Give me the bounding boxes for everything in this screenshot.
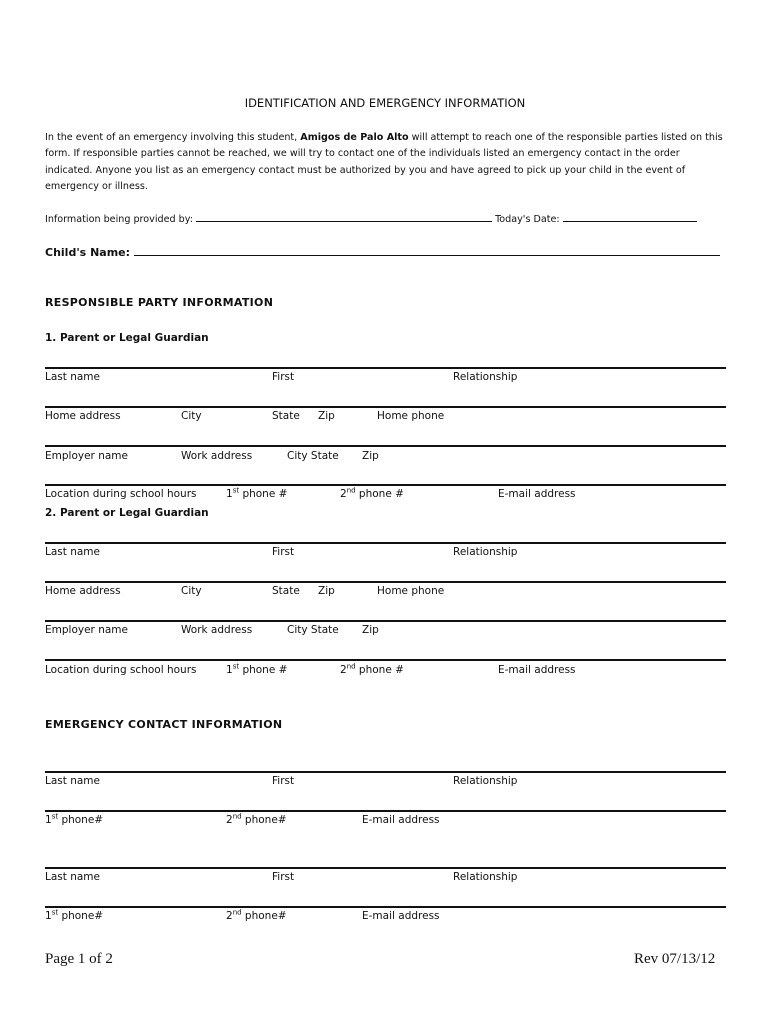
p1-rule-2 bbox=[45, 406, 726, 408]
p2-rule-3 bbox=[45, 620, 726, 622]
p1-phone-2-label: 2nd phone # bbox=[340, 486, 404, 500]
p1-phone-1-label: 1st phone # bbox=[226, 486, 288, 500]
p2-rule-2 bbox=[45, 581, 726, 583]
page-title: IDENTIFICATION AND EMERGENCY INFORMATION bbox=[244, 96, 526, 110]
provided-by-row bbox=[45, 212, 697, 225]
p1-zip-label: Zip bbox=[318, 410, 335, 422]
page-number: Page 1 of 2 bbox=[45, 951, 113, 967]
p1-employer-label: Employer name bbox=[45, 450, 128, 462]
ec2-phone-1-label: 1st phone# bbox=[45, 908, 104, 922]
p1-email-label: E-mail address bbox=[498, 488, 576, 500]
child-name-row bbox=[45, 245, 720, 259]
org-name: Amigos de Palo Alto bbox=[300, 132, 409, 143]
ec2-email-label: E-mail address bbox=[362, 910, 440, 922]
ec2-relationship-label: Relationship bbox=[453, 871, 518, 883]
p2-first-label: First bbox=[272, 546, 295, 558]
p1-rule-1 bbox=[45, 367, 726, 369]
p1-work-address-label: Work address bbox=[181, 450, 253, 462]
intro-paragraph bbox=[45, 130, 730, 195]
todays-date-label: Today's Date: bbox=[495, 214, 560, 225]
parent-2-heading: 2. Parent or Legal Guardian bbox=[45, 507, 209, 519]
p1-work-city-state-label: City State bbox=[287, 450, 339, 462]
todays-date-field[interactable] bbox=[563, 212, 697, 222]
intro-before: In the event of an emergency involving this student, bbox=[45, 132, 301, 143]
p2-phone-2-label: 2nd phone # bbox=[340, 662, 404, 676]
responsible-party-heading: RESPONSIBLE PARTY INFORMATION bbox=[45, 296, 274, 309]
p2-work-zip-label: Zip bbox=[362, 624, 379, 636]
ec1-first-label: First bbox=[272, 775, 295, 787]
p2-employer-label: Employer name bbox=[45, 624, 128, 636]
p2-state-label: State bbox=[272, 585, 300, 597]
ec1-rule-1 bbox=[45, 771, 726, 773]
ec1-phone-2-label: 2nd phone# bbox=[226, 812, 287, 826]
ec2-first-label: First bbox=[272, 871, 295, 883]
ec1-email-label: E-mail address bbox=[362, 814, 440, 826]
p2-last-name-label: Last name bbox=[45, 546, 100, 558]
p2-work-city-state-label: City State bbox=[287, 624, 339, 636]
child-name-label: Child's Name: bbox=[45, 246, 131, 259]
p2-rule-4 bbox=[45, 659, 726, 661]
ec2-rule-2 bbox=[45, 906, 726, 908]
revision-date: Rev 07/13/12 bbox=[634, 951, 716, 967]
p1-last-name-label: Last name bbox=[45, 371, 100, 383]
p2-relationship-label: Relationship bbox=[453, 546, 518, 558]
ec1-last-name-label: Last name bbox=[45, 775, 100, 787]
ec2-last-name-label: Last name bbox=[45, 871, 100, 883]
ec2-phone-2-label: 2nd phone# bbox=[226, 908, 287, 922]
p1-rule-4 bbox=[45, 484, 726, 486]
ec1-relationship-label: Relationship bbox=[453, 775, 518, 787]
p2-zip-label: Zip bbox=[318, 585, 335, 597]
p2-home-phone-label: Home phone bbox=[377, 585, 445, 597]
p1-rule-3 bbox=[45, 445, 726, 447]
emergency-heading: EMERGENCY CONTACT INFORMATION bbox=[45, 718, 283, 731]
p1-home-phone-label: Home phone bbox=[377, 410, 445, 422]
p2-rule-1 bbox=[45, 542, 726, 544]
p2-location-label: Location during school hours bbox=[45, 664, 197, 676]
p1-relationship-label: Relationship bbox=[453, 371, 518, 383]
ec2-rule-1 bbox=[45, 867, 726, 869]
ec1-rule-2 bbox=[45, 810, 726, 812]
intro-after: will attempt to reach one of the responsible parties listed on this form. If responsible parties cannot be reached, we will try to contact one of the individuals listed an emergency contact in the order indicated. Anyone you list as an emergency contact must be authorized by you and have agreed to pick up your child in the event of emergency or illness. bbox=[45, 132, 723, 192]
p1-home-address-label: Home address bbox=[45, 410, 121, 422]
ec1-phone-1-label: 1st phone# bbox=[45, 812, 104, 826]
p1-location-label: Location during school hours bbox=[45, 488, 197, 500]
provided-by-label: Information being provided by: bbox=[45, 214, 193, 225]
parent-1-heading: 1. Parent or Legal Guardian bbox=[45, 332, 209, 344]
child-name-field[interactable] bbox=[134, 245, 720, 256]
p1-state-label: State bbox=[272, 410, 300, 422]
p2-phone-1-label: 1st phone # bbox=[226, 662, 288, 676]
p1-work-zip-label: Zip bbox=[362, 450, 379, 462]
p2-work-address-label: Work address bbox=[181, 624, 253, 636]
provided-by-field[interactable] bbox=[196, 212, 492, 222]
p2-home-address-label: Home address bbox=[45, 585, 121, 597]
p1-city-label: City bbox=[181, 410, 202, 422]
p1-first-label: First bbox=[272, 371, 295, 383]
p2-email-label: E-mail address bbox=[498, 664, 576, 676]
p2-city-label: City bbox=[181, 585, 202, 597]
